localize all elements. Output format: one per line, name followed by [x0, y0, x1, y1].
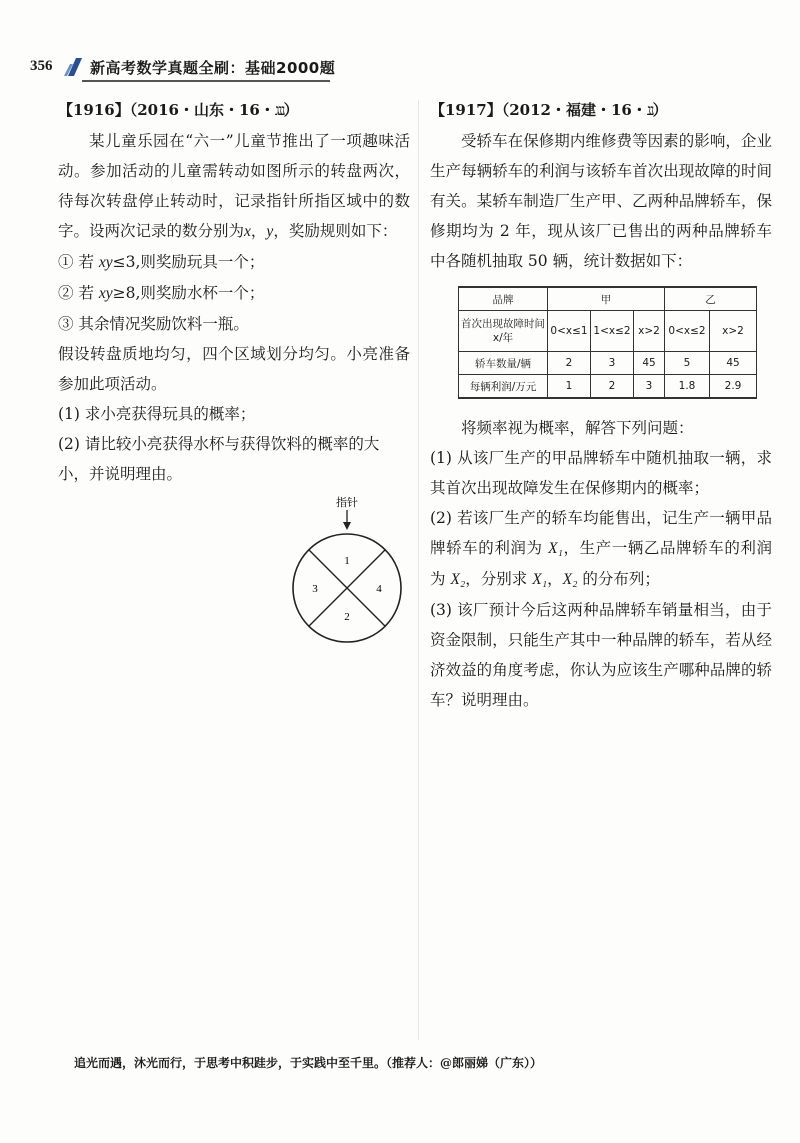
region-1-label: 1 — [344, 555, 350, 567]
question-1: (1) 求小亮获得玩具的概率； — [58, 405, 256, 423]
region-3-label: 3 — [312, 583, 318, 595]
instruction-text: 将频率视为概率，解答下列问题： — [461, 419, 694, 437]
book-logo-icon — [62, 56, 84, 78]
table-cell: 2 — [548, 352, 591, 375]
table-cell: 0<x≤1 — [548, 311, 591, 352]
table-row — [459, 287, 757, 311]
assumption-text: 假设转盘质地均匀，四个区域划分均匀。小亮准备参加此项活动。 — [58, 345, 410, 393]
difficulty-icon: ננ — [646, 101, 653, 119]
table-cell: 0<x≤2 — [665, 311, 710, 352]
table-cell: 轿车数量/辆 — [459, 352, 548, 375]
question-2: (2) 请比较小亮获得水杯与获得饮料的概率的大小，并说明理由。 — [58, 435, 380, 483]
table-cell: 3 — [634, 375, 665, 399]
table-cell: 45 — [710, 352, 757, 375]
table-cell: 甲 — [548, 287, 665, 311]
footer-quote: 追光而遇，沐光而行，于思考中积跬步，于实践中至千里。（推荐人：@郎丽娣（广东）） — [74, 1056, 543, 1070]
pointer-arrow-icon — [343, 510, 351, 530]
table-row — [459, 375, 757, 399]
question-2: (2) 若该厂生产的轿车均能售出，记生产一辆甲品牌轿车的利润为 X₁，生产一辆乙品牌轿车的利润为 X₂，分别求 X₁，X₂ 的分布列； — [430, 509, 772, 588]
problem-intro: 受轿车在保修期内维修费等因素的影响，企业生产每辆轿车的利润与该轿车首次出现故障的时间有关。某轿车制造厂生产甲、乙两种品牌轿车，保修期均为 2 年，现从该厂已售出的两种品牌轿车中各随机抽取 50 辆，统计数据如下： — [430, 132, 772, 270]
question-3: (3) 该厂预计今后这两种品牌轿车销量相当，由于资金限制，只能生产其中一种品牌的轿车，若从经济效益的角度考虑，你认为应该生产哪种品牌的轿车？说明理由。 — [430, 601, 772, 709]
problem-1916 — [58, 98, 410, 489]
book-title: 新高考数学真题全刷：基础2000题 — [90, 59, 336, 77]
table-cell: 品牌 — [459, 287, 548, 311]
rule-2: ② 若 xy≥8,则奖励水杯一个； — [58, 284, 265, 302]
table-row — [459, 311, 757, 352]
table-cell: x>2 — [634, 311, 665, 352]
page-header — [0, 0, 800, 90]
table-cell: 1<x≤2 — [591, 311, 634, 352]
table-cell: x>2 — [710, 311, 757, 352]
rule-3: ③ 其余情况奖励饮料一瓶。 — [58, 315, 249, 333]
problem-intro: 某儿童乐园在“六一”儿童节推出了一项趣味活动。参加活动的儿童需转动如图所示的转盘两次，待每次转盘停止转动时，记录指针所指区域中的数字。设两次记录的数分别为x，y，奖励规则如下： — [58, 132, 410, 240]
table-cell: 3 — [591, 352, 634, 375]
header-rule — [82, 80, 330, 82]
region-4-label: 4 — [376, 583, 382, 595]
pointer-label: 指针 — [336, 496, 358, 509]
problem-heading: 【1916】（2016・山东・16・ננג） — [58, 101, 299, 119]
difficulty-icon: ננג — [274, 101, 284, 119]
table-cell: 乙 — [665, 287, 757, 311]
table-row — [459, 352, 757, 375]
table-cell: 1.8 — [665, 375, 710, 399]
table-cell: 每辆利润/万元 — [459, 375, 548, 399]
problem-1917 — [430, 98, 772, 715]
question-1: (1) 从该厂生产的甲品牌轿车中随机抽取一辆，求其首次出现故障发生在保修期内的概率； — [430, 449, 772, 497]
column-divider — [418, 100, 419, 1040]
rule-1: ① 若 xy≤3,则奖励玩具一个； — [58, 253, 265, 271]
table-cell: 2 — [591, 375, 634, 399]
table-cell: 5 — [665, 352, 710, 375]
table-cell: 45 — [634, 352, 665, 375]
table-cell: 2.9 — [710, 375, 757, 399]
spinner-figure — [284, 494, 410, 644]
problem-heading: 【1917】（2012・福建・16・ננ） — [430, 101, 668, 119]
statistics-table — [458, 286, 757, 399]
page-number: 356 — [30, 58, 53, 74]
table-cell: 首次出现故障时间 x/年 — [459, 311, 548, 352]
table-cell: 1 — [548, 375, 591, 399]
region-2-label: 2 — [344, 611, 350, 623]
